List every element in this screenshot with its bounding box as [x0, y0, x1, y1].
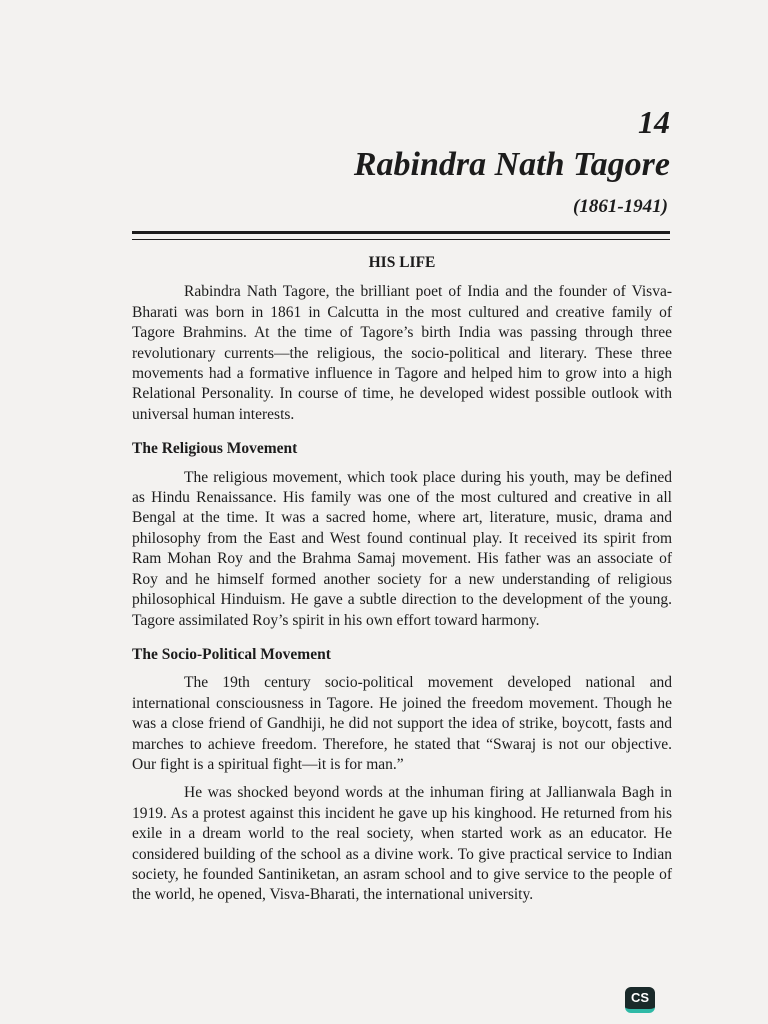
chapter-title: Rabindra Nath Tagore [353, 146, 670, 183]
section-heading-religious: The Religious Movement [132, 440, 298, 458]
title-divider [132, 231, 670, 240]
camscanner-logo-icon: CS [625, 987, 655, 1013]
section-heading-socio-political: The Socio-Political Movement [132, 645, 331, 663]
paragraph-socio-political-1: The 19th century socio-political movement developed national and international consciousness in Tagore. He joined the freedom movement. Though he was a close friend of Gandhiji, he did not support the idea of strike, boycott, fasts and marches to achieve freedom. Therefore, he stated that “Swaraj is not our objective. Our fight is a spiritual fight—it is for man.” [132, 674, 672, 773]
chapter-body [132, 253, 672, 906]
paragraph-his-life: Rabindra Nath Tagore, the brilliant poet of India and the founder of Visva-Bharati was born in 1861 in Calcutta in the most cultured and creative family of Tagore Brahmins. At the time of Tagore’s birth India was passing through three revolutionary currents—the religious, the socio-political and literary. These three movements had a formative influence in Tagore and helped him to grow into a high Relational Personality. In course of time, he developed widest possible outlook with universal human interests. [132, 283, 672, 423]
chapter-number: 14 [638, 104, 670, 140]
section-heading-his-life: HIS LIFE [368, 254, 436, 271]
chapter-years: (1861-1941) [573, 196, 668, 217]
paragraph-religious: The religious movement, which took place during his youth, may be defined as Hindu Renaissance. His family was one of the most cultured and creative in all Bengal at the time. It was a sacred home, where art, literature, music, drama and philosophy from the East and West found continual play. It received its spirit from Ram Mohan Roy and the Brahma Samaj movement. His father was an associate of Roy and he himself formed another society for a new understanding of religious philosophical Hinduism. He gave a subtle direction to the development of the young. Tagore assimilated Roy’s spirit in his own effort toward harmony. [132, 468, 672, 629]
paragraph-socio-political-2: He was shocked beyond words at the inhuman firing at Jallianwala Bagh in 1919. As a protest against this incident he gave up his kinghood. He returned from his exile in a dream world to the real society, when started work as an educator. He considered building of the school as a divine work. To give practical service to Indian society, he founded Santiniketan, an asram school and to give service to the people of the world, he opened, Visva-Bharati, the international university. [132, 784, 672, 904]
